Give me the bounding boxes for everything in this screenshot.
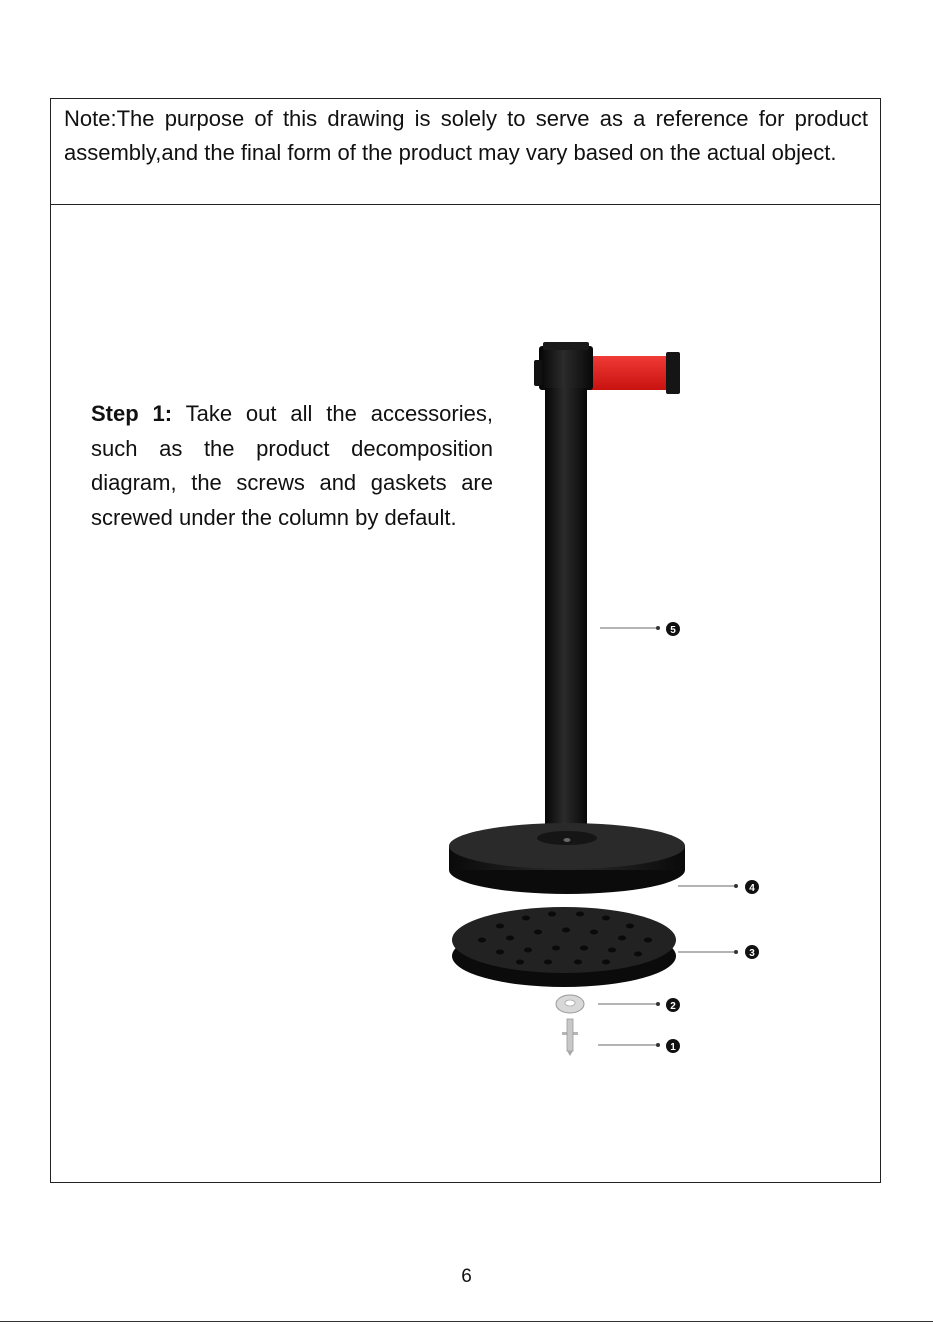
gasket (556, 995, 584, 1013)
svg-text:1: 1 (670, 1042, 676, 1053)
note-text: Note:The purpose of this drawing is solely to serve as a reference for product assembly,and the final form of the product may vary based on the actual object. (51, 99, 880, 205)
svg-text:4: 4 (749, 883, 755, 894)
callout-3 (678, 945, 759, 959)
svg-text:5: 5 (670, 625, 676, 636)
callout-5 (600, 622, 680, 636)
post-head (534, 342, 593, 390)
bottom-divider (0, 1321, 933, 1322)
callout-4 (678, 880, 759, 894)
step-label: Step 1: (91, 401, 173, 426)
svg-text:2: 2 (670, 1001, 676, 1012)
belt-cassette (586, 352, 680, 394)
callout-2 (598, 998, 680, 1012)
callout-1 (598, 1039, 680, 1053)
screw (562, 1019, 578, 1056)
page-number: 6 (461, 1266, 472, 1287)
base (449, 823, 685, 894)
step-instructions: Take out all the accessories, such as the product decomposition diagram, the screws and gaskets are screwed under the column by default. (91, 401, 493, 530)
post-column (545, 388, 587, 834)
svg-text:3: 3 (749, 948, 755, 959)
base-weight-plate (452, 907, 676, 987)
